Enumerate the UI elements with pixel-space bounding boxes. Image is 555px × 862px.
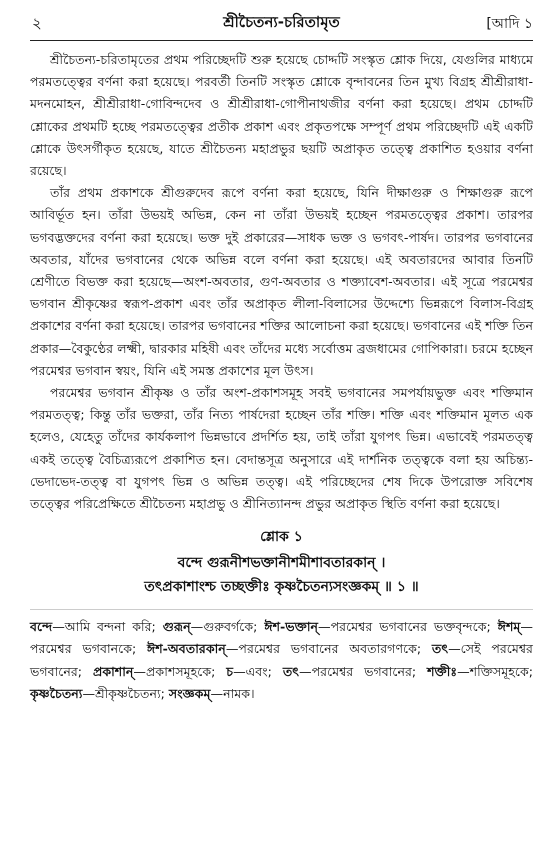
synonym-meaning: শ্রীকৃষ্ণচৈতন্য;: [95, 685, 165, 701]
synonym-term: গুরূন্‌: [162, 619, 191, 635]
synonym-entry: ঈশ-ভক্তান্‌—পরমেশ্বর ভগবানের ভক্তবৃন্দকে;: [264, 619, 491, 635]
synonym-term: চ: [226, 663, 234, 679]
synonym-entry: গুরূন্‌—গুরুবর্গকে;: [162, 619, 258, 635]
synonym-meaning: গুরুবর্গকে;: [203, 619, 258, 635]
synonym-entry: তৎ—সেই পরমেশ্বর ভগবানের;: [30, 641, 533, 679]
verse-line-2: তৎপ্রকাশাংশ্চ তচ্ছক্তীঃ কৃষ্ণচৈতন্যসংজ্ঞকম্‌ ॥ ১ ॥: [144, 579, 419, 596]
book-title: শ্রীচৈতন্য-চরিতামৃত: [223, 13, 340, 31]
synonym-entry: ঈশম্‌—পরমেশ্বর ভগবানকে;: [30, 619, 533, 657]
synonym-term: কৃষ্ণচৈতন্য: [30, 685, 83, 701]
section-label: [আদি ১: [486, 16, 533, 32]
page-number: ২: [32, 14, 42, 32]
synonym-term: ঈশ-অবতারকান্‌: [146, 641, 226, 657]
synonym-meaning: সেই পরমেশ্বর ভগবানের;: [30, 641, 533, 679]
word-for-word-synonyms: [30, 609, 533, 705]
synonym-entry: তৎ—পরমেশ্বর ভগবানের;: [282, 663, 417, 679]
synonym-meaning: এবং;: [245, 663, 272, 679]
synonym-meaning: পরমেশ্বর ভগবানের ভক্তবৃন্দকে;: [330, 619, 491, 635]
synonym-term: শক্তীঃ: [427, 663, 458, 679]
verse-heading: শ্লোক ১: [260, 529, 303, 546]
summary-paragraph-1: শ্রীচৈতন্য-চরিতামৃতের প্রথম পরিচ্ছেদটি শুরু হয়েছে চোদ্দটি সংস্কৃত শ্লোক দিয়ে, যেগুলির মাধ্যমে পরমতত্ত্বের বর্ণনা করা হয়েছে। পরবর্তী তিনটি সংস্কৃত শ্লোকে বৃন্দাবনের তিন মুখ্য বিগ্রহ শ্রীশ্রীরাধা-মদনমোহন, শ্রীশ্রীরাধা-গোবিন্দদেব ও শ্রীশ্রীরাধা-গোপীনাথজীর বর্ণনা করা হয়েছে। প্রথম চোদ্দটি শ্লোকের প্রথমটি হচ্ছে পরমতত্ত্বের প্রতীক প্রকাশ এবং প্রকৃতপক্ষে সম্পূর্ণ প্রথম পরিচ্ছেদটি এই একটি শ্লোকে উৎসর্গীকৃত হয়েছে, যাতে শ্রীচৈতন্য মহাপ্রভুর ছয়টি অপ্রাকৃত তত্ত্বে প্রকাশিত হওয়ার বর্ণনা রয়েছে।: [30, 52, 533, 179]
summary-paragraph-2: তাঁর প্রথম প্রকাশকে শ্রীগুরুদেব রূপে বর্ণনা করা হয়েছে, যিনি দীক্ষাগুরু ও শিক্ষাগুরু রূপে আবির্ভূত হন। তাঁরা উভয়ই অভিন্ন, কেন না তাঁরা উভয়ই হচ্ছেন পরমতত্ত্বের প্রকাশ। তারপর ভগবদ্ভক্তদের বর্ণনা করা হয়েছে। ভক্ত দুই প্রকারের—সাধক ভক্ত ও ভগবৎ-পার্ষদ। তারপর ভগবানের অবতার, যাঁদের ভগবানের থেকে অভিন্ন বলে বর্ণনা করা হয়েছে। এই অবতারদের আবার তিনটি শ্রেণীতে বিভক্ত করা হয়েছে—অংশ-অবতার, গুণ-অবতার ও শক্ত্যাবেশ-অবতার। এই সূত্রে পরমেশ্বর ভগবান শ্রীকৃষ্ণের স্বরূপ-প্রকাশ এবং তাঁর অপ্রাকৃত লীলা-বিলাসের উদ্দেশ্যে ভিন্নরূপে বিলাস-বিগ্রহ প্রকাশের বর্ণনা করা হয়েছে। তারপর ভগবানের শক্তির আলোচনা করা হয়েছে। ভগবানের এই শক্তি তিন প্রকার—বৈকুণ্ঠের লক্ষ্মী, দ্বারকার মহিষী এবং তাঁদের মধ্যে সর্বোত্তম ব্রজধামের গোপিকারা। চরমে হচ্ছেন পরমেশ্বর ভগবান স্বয়ং, যিনি এই সমস্ত প্রকাশের মূল উৎস।: [30, 185, 533, 378]
synonym-term: বন্দে: [30, 619, 53, 635]
synonym-entry: চ—এবং;: [226, 663, 272, 679]
running-header: [30, 0, 533, 41]
synonym-meaning: পরমেশ্বর ভগবানকে;: [30, 641, 137, 657]
synonym-entry: সংজ্ঞকম্‌—নামক।: [168, 685, 255, 701]
synonym-meaning: পরমেশ্বর ভগবানের;: [311, 663, 417, 679]
verse-line-1: বন্দে গুরূনীশভক্তানীশমীশাবতারকান্‌ ।: [177, 555, 386, 572]
summary-paragraph-3: পরমেশ্বর ভগবান শ্রীকৃষ্ণ ও তাঁর অংশ-প্রকাশসমূহ সবই ভগবানের সমপর্যায়ভুক্ত এবং শক্তিমান পরমতত্ত্ব; কিন্তু তাঁর ভক্তরা, তাঁর নিত্য পার্ষদেরা হচ্ছেন তাঁর শক্তি। শক্তি এবং শক্তিমান মূলত এক হলেও, যেহেতু তাঁদের কার্যকলাপ ভিন্নভাবে প্রদর্শিত হয়, তাই তাঁরা যুগপৎ ভিন্ন। এভাবেই পরমতত্ত্ব একই তত্ত্বে বৈচিত্র্যরূপে প্রকাশিত হন। বেদান্তসূত্র অনুসারে এই দার্শনিক তত্ত্বকে বলা হয় অচিন্ত্য-ভেদাভেদ-তত্ত্ব বা যুগপৎ ভিন্ন ও অভিন্ন তত্ত্ব। এই পরিচ্ছেদের শেষ দিকে উপরোক্ত সবিশেষ তত্ত্বের পরিপ্রেক্ষিতে শ্রীচৈতন্য মহাপ্রভু ও শ্রীনিত্যানন্দ প্রভুর অপ্রাকৃত স্থিতি বর্ণনা করা হয়েছে।: [30, 385, 533, 512]
synonym-entry: কৃষ্ণচৈতন্য—শ্রীকৃষ্ণচৈতন্য;: [30, 685, 165, 701]
synonym-meaning: শক্তিসমূহকে;: [469, 663, 534, 679]
synonym-term: ঈশ-ভক্তান্‌: [264, 619, 319, 635]
synonym-term: তৎ: [282, 663, 299, 679]
synonym-meaning: পরমেশ্বর ভগবানের অবতারগণকে;: [238, 641, 422, 657]
synonym-meaning: প্রকাশসমূহকে;: [146, 663, 216, 679]
synonym-entry: শক্তীঃ—শক্তিসমূহকে;: [427, 663, 534, 679]
synonym-entry: ঈশ-অবতারকান্‌—পরমেশ্বর ভগবানের অবতারগণকে;: [146, 641, 422, 657]
synonym-term: তৎ: [431, 641, 449, 657]
synonym-meaning: নামক।: [223, 685, 255, 701]
synonym-entry: প্রকাশান্‌—প্রকাশসমূহকে;: [92, 663, 216, 679]
synonym-term: ঈশম্‌: [497, 619, 521, 635]
synonym-entry: বন্দে—আমি বন্দনা করি;: [30, 619, 156, 635]
synonym-meaning: আমি বন্দনা করি;: [64, 619, 156, 635]
synonym-term: প্রকাশান্‌: [92, 663, 134, 679]
synonym-term: সংজ্ঞকম্‌: [168, 685, 211, 701]
